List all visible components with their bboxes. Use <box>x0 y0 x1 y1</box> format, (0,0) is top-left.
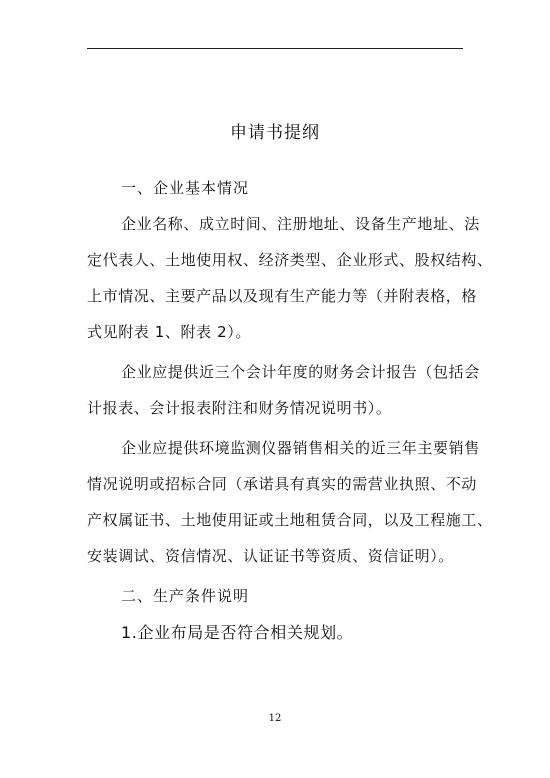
paragraph-line: 企业名称、成立时间、注册地址、设备生产地址、法 <box>121 215 480 233</box>
paragraph-line: 企业应提供环境监测仪器销售相关的近三年主要销售 <box>121 439 480 457</box>
paragraph-line: 计报表、会计报表附注和财务情况说明书）。 <box>87 399 392 417</box>
paragraph-company-info <box>87 206 493 350</box>
section-heading-basic-info: 一、企业基本情况 <box>121 179 250 197</box>
list-item-layout-planning: 1.企业布局是否符合相关规划。 <box>121 623 354 642</box>
paragraph-line: 上市情况、主要产品以及现有生产能力等（并附表格，格 <box>87 287 478 305</box>
paragraph-line: 安装调试、资信情况、认证证书等资质、资信证明）。 <box>87 547 454 565</box>
paragraph-line: 产权属证书、土地使用证或土地租赁合同，以及工程施工、 <box>87 511 493 529</box>
page-number: 12 <box>268 713 282 724</box>
paragraph-financial-report <box>87 354 480 426</box>
paragraph-line: 情况说明或招标合同（承诺具有真实的需营业执照、不动 <box>87 475 478 493</box>
paragraph-sales-info <box>87 430 493 574</box>
document-title: 申请书提纲 <box>230 123 320 143</box>
section-heading-production-conditions: 二、生产条件说明 <box>121 587 250 605</box>
document-body <box>87 170 493 652</box>
header-rule <box>87 48 463 49</box>
paragraph-line: 定代表人、土地使用权、经济类型、企业形式、股权结构、 <box>87 251 493 269</box>
paragraph-line: 式见附表 1、附表 2）。 <box>87 323 251 341</box>
paragraph-line: 企业应提供近三个会计年度的财务会计报告（包括会 <box>121 363 480 381</box>
